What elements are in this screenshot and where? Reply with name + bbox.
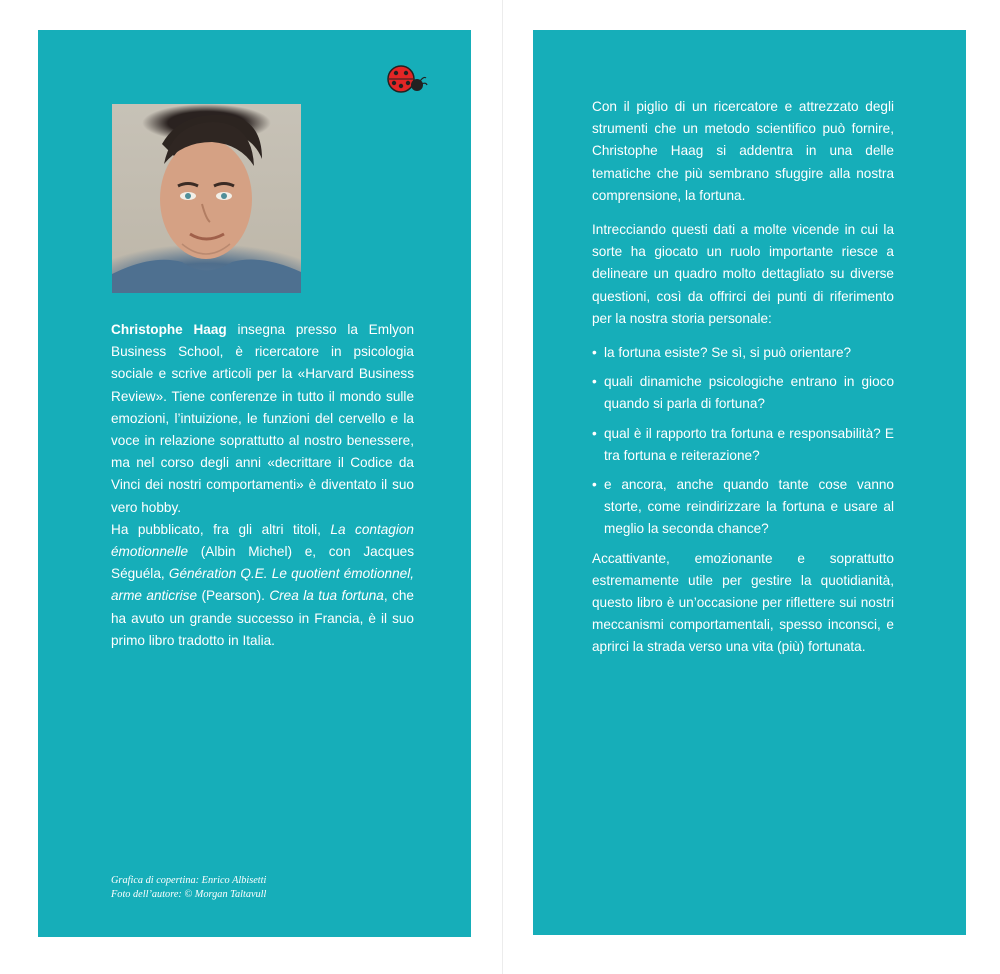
bio-text: insegna presso la Emlyon Business School, è ricercatore in psicologia sociale e scrive articoli per la «Harvard Business Review». Tiene conferenze in tutto il mondo sulle emozioni, l’intuizione, le funzioni del cervello e la voce in relazione soprattutto al nostro benessere, ma nel corso degli anni «decrittare il Codice da Vinci dei nostri comportamenti» è diventato il suo vero hobby. [111, 322, 415, 515]
publications-paragraph [111, 519, 414, 652]
publications-text: Ha pubblicato, fra gli altri titoli, [111, 521, 331, 537]
publications-text: , che ha avuto un grande successo in Francia, è il suo primo libro tradotto in Italia. [111, 588, 414, 648]
author-biography [111, 319, 414, 652]
author-portrait-illustration [112, 104, 301, 293]
list-item-text: quali dinamiche psicologiche entrano in gioco quando si parla di fortuna? [604, 374, 894, 412]
book-title: Génération Q.E. Le quotient émotionnel, arme anticrise [111, 566, 414, 604]
right-flap-panel [533, 30, 966, 935]
list-item-text: la fortuna esiste? Se sì, si può orientare? [604, 345, 852, 361]
book-synopsis [592, 96, 894, 671]
bullet-icon: • [592, 477, 597, 493]
author-name: Christophe Haag [111, 322, 227, 337]
list-item-text: e ancora, anche quando tante cose vanno storte, come reindirizzare la fortuna e usare al meglio la seconda chance? [604, 477, 894, 537]
list-item [592, 474, 894, 541]
list-item [592, 371, 894, 415]
author-photo [112, 104, 301, 293]
bullet-icon: • [592, 374, 597, 390]
publications-text: (Pearson). [197, 588, 270, 604]
book-title: Crea la tua fortuna [269, 588, 384, 604]
synopsis-paragraph: Accattivante, emozionante e soprattutto estremamente utile per gestire la quotidianità, questo libro è un’occasione per riflettere sui nostri meccanismi comportamentali, spesso inconsci, e aprirci la strada verso una vita (più) fortunata. [592, 550, 894, 655]
list-item [592, 342, 894, 364]
cover-credit: Grafica di copertina: Enrico Albisetti [111, 875, 267, 886]
list-item-text: qual è il rapporto tra fortuna e responsabilità? E tra fortuna e reiterazione? [604, 425, 894, 463]
ladybug-icon [386, 64, 428, 96]
publications-text: (Albin Michel) e, con Jacques Séguéla, [111, 544, 414, 582]
synopsis-paragraph: Intrecciando questi dati a molte vicende in cui la sorte ha giocato un ruolo importante riesce a delineare un quadro molto dettagliato su diverse questioni, così da offrirci dei punti di riferimento per la nostra storia personale: [592, 222, 894, 326]
page-gutter [502, 0, 503, 974]
photo-credit: Foto dell’autore: © Morgan Taltavull [111, 889, 267, 900]
bullet-icon: • [592, 345, 597, 361]
bullet-icon: • [592, 425, 597, 441]
left-flap-panel [38, 30, 471, 937]
book-title: La contagion émotionnelle [111, 521, 414, 560]
question-list [592, 342, 894, 541]
list-item [592, 423, 894, 467]
credits [111, 874, 431, 902]
synopsis-paragraph: Con il piglio di un ricercatore e attrezzato degli strumenti che un metodo scientifico può fornire, Christophe Haag si addentra in una delle tematiche che più sembrano sfuggire alla nostra comprensione, la fortuna. [592, 99, 894, 203]
bio-paragraph [111, 319, 414, 519]
